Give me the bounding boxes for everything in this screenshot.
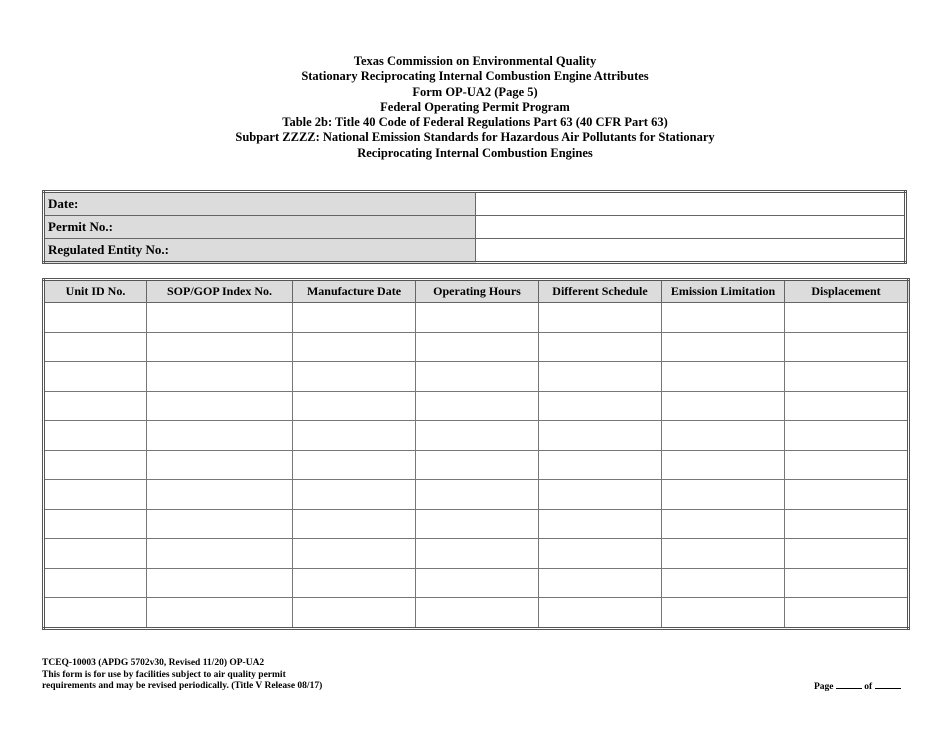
table-row: [44, 568, 909, 598]
table-cell[interactable]: [785, 598, 909, 629]
table-cell[interactable]: [539, 362, 662, 392]
table-cell[interactable]: [416, 303, 539, 333]
table-cell[interactable]: [147, 450, 293, 480]
table-cell[interactable]: [662, 362, 785, 392]
col-sop-gop-index: SOP/GOP Index No.: [147, 280, 293, 303]
date-field[interactable]: [476, 192, 906, 216]
table-cell[interactable]: [785, 391, 909, 421]
of-label: of: [864, 682, 873, 692]
table-cell[interactable]: [539, 332, 662, 362]
table-cell[interactable]: [44, 509, 147, 539]
table-cell[interactable]: [785, 450, 909, 480]
table-cell[interactable]: [147, 332, 293, 362]
table-cell[interactable]: [147, 362, 293, 392]
page-number-blank[interactable]: [836, 680, 862, 689]
page-total-blank[interactable]: [875, 680, 901, 689]
header-line: Table 2b: Title 40 Code of Federal Regulations Part 63 (40 CFR Part 63): [282, 115, 668, 130]
table-cell[interactable]: [44, 362, 147, 392]
info-row-date: [44, 192, 906, 216]
table-cell[interactable]: [662, 568, 785, 598]
header-line: Stationary Reciprocating Internal Combustion Engine Attributes: [301, 69, 649, 84]
table-body: [44, 303, 909, 629]
table-cell[interactable]: [416, 539, 539, 569]
table-cell[interactable]: [44, 539, 147, 569]
identification-table: [42, 190, 907, 264]
table-cell[interactable]: [44, 480, 147, 510]
table-cell[interactable]: [416, 598, 539, 629]
table-cell[interactable]: [662, 480, 785, 510]
table-cell[interactable]: [662, 332, 785, 362]
table-cell[interactable]: [44, 391, 147, 421]
table-row: [44, 391, 909, 421]
table-cell[interactable]: [662, 421, 785, 451]
table-cell[interactable]: [662, 598, 785, 629]
table-cell[interactable]: [416, 480, 539, 510]
form-header: [0, 54, 950, 161]
table-cell[interactable]: [44, 598, 147, 629]
table-row: [44, 539, 909, 569]
table-cell[interactable]: [539, 568, 662, 598]
table-cell[interactable]: [662, 539, 785, 569]
table-cell[interactable]: [539, 509, 662, 539]
permit-no-label: Permit No.:: [44, 216, 476, 239]
table-cell[interactable]: [293, 598, 416, 629]
table-cell[interactable]: [147, 303, 293, 333]
table-cell[interactable]: [44, 568, 147, 598]
table-cell[interactable]: [416, 332, 539, 362]
table-cell[interactable]: [416, 509, 539, 539]
table-cell[interactable]: [293, 539, 416, 569]
table-cell[interactable]: [293, 421, 416, 451]
footer-line: requirements and may be revised periodically. (Title V Release 08/17): [42, 681, 323, 692]
table-row: [44, 509, 909, 539]
col-manufacture-date: Manufacture Date: [293, 280, 416, 303]
page-number: [814, 680, 901, 692]
header-line: Form OP-UA2 (Page 5): [412, 84, 538, 99]
table-row: [44, 450, 909, 480]
table-cell[interactable]: [293, 362, 416, 392]
table-cell[interactable]: [539, 539, 662, 569]
table-cell[interactable]: [785, 480, 909, 510]
table-cell[interactable]: [147, 539, 293, 569]
table-cell[interactable]: [293, 303, 416, 333]
table-cell[interactable]: [785, 362, 909, 392]
table-cell[interactable]: [293, 332, 416, 362]
col-unit-id: Unit ID No.: [44, 280, 147, 303]
table-row: [44, 362, 909, 392]
col-operating-hours: Operating Hours: [416, 280, 539, 303]
table-cell[interactable]: [147, 568, 293, 598]
table-cell[interactable]: [293, 450, 416, 480]
table-cell[interactable]: [147, 480, 293, 510]
table-cell[interactable]: [662, 509, 785, 539]
header-line: Texas Commission on Environmental Quality: [353, 54, 597, 68]
table-cell[interactable]: [293, 480, 416, 510]
table-cell[interactable]: [785, 509, 909, 539]
footer-line: This form is for use by facilities subject to air quality permit: [42, 669, 286, 680]
table-cell[interactable]: [416, 362, 539, 392]
table-cell[interactable]: [785, 303, 909, 333]
regulated-entity-field[interactable]: [476, 239, 906, 263]
col-displacement: Displacement: [785, 280, 909, 303]
table-cell[interactable]: [539, 421, 662, 451]
footer-line: TCEQ-10003 (APDG 5702v30, Revised 11/20) OP-UA2: [42, 658, 265, 668]
table-cell[interactable]: [785, 539, 909, 569]
table-row: [44, 598, 909, 629]
table-cell[interactable]: [293, 509, 416, 539]
header-line: Federal Operating Permit Program: [380, 99, 570, 114]
table-cell[interactable]: [147, 421, 293, 451]
table-row: [44, 421, 909, 451]
header-line: Reciprocating Internal Combustion Engines: [357, 145, 593, 160]
table-cell[interactable]: [44, 303, 147, 333]
table-header-row: [44, 280, 909, 303]
col-different-schedule: Different Schedule: [539, 280, 662, 303]
table-row: [44, 332, 909, 362]
table-cell[interactable]: [662, 391, 785, 421]
date-label: Date:: [44, 192, 476, 216]
table-cell[interactable]: [416, 568, 539, 598]
page-label: Page: [814, 682, 834, 692]
table-cell[interactable]: [539, 303, 662, 333]
table-cell[interactable]: [147, 598, 293, 629]
info-row-entity: [44, 239, 906, 263]
form-footer: [42, 658, 322, 693]
table-cell[interactable]: [44, 421, 147, 451]
info-row-permit: [44, 216, 906, 239]
col-emission-limitation: Emission Limitation: [662, 280, 785, 303]
table-cell[interactable]: [539, 480, 662, 510]
regulated-entity-label: Regulated Entity No.:: [44, 239, 476, 263]
table-cell[interactable]: [44, 450, 147, 480]
table-cell[interactable]: [539, 391, 662, 421]
table-cell[interactable]: [539, 450, 662, 480]
table-cell[interactable]: [785, 568, 909, 598]
permit-no-field[interactable]: [476, 216, 906, 239]
table-cell[interactable]: [44, 332, 147, 362]
table-cell[interactable]: [539, 598, 662, 629]
table-cell[interactable]: [293, 568, 416, 598]
table-cell[interactable]: [416, 421, 539, 451]
table-row: [44, 303, 909, 333]
table-cell[interactable]: [147, 509, 293, 539]
engine-attributes-table: [42, 278, 910, 630]
table-row: [44, 480, 909, 510]
table-cell[interactable]: [785, 332, 909, 362]
table-cell[interactable]: [662, 303, 785, 333]
table-cell[interactable]: [416, 450, 539, 480]
table-cell[interactable]: [293, 391, 416, 421]
header-line: Subpart ZZZZ: National Emission Standards for Hazardous Air Pollutants for Stationary: [235, 130, 715, 145]
table-cell[interactable]: [785, 421, 909, 451]
table-cell[interactable]: [147, 391, 293, 421]
table-cell[interactable]: [662, 450, 785, 480]
table-cell[interactable]: [416, 391, 539, 421]
